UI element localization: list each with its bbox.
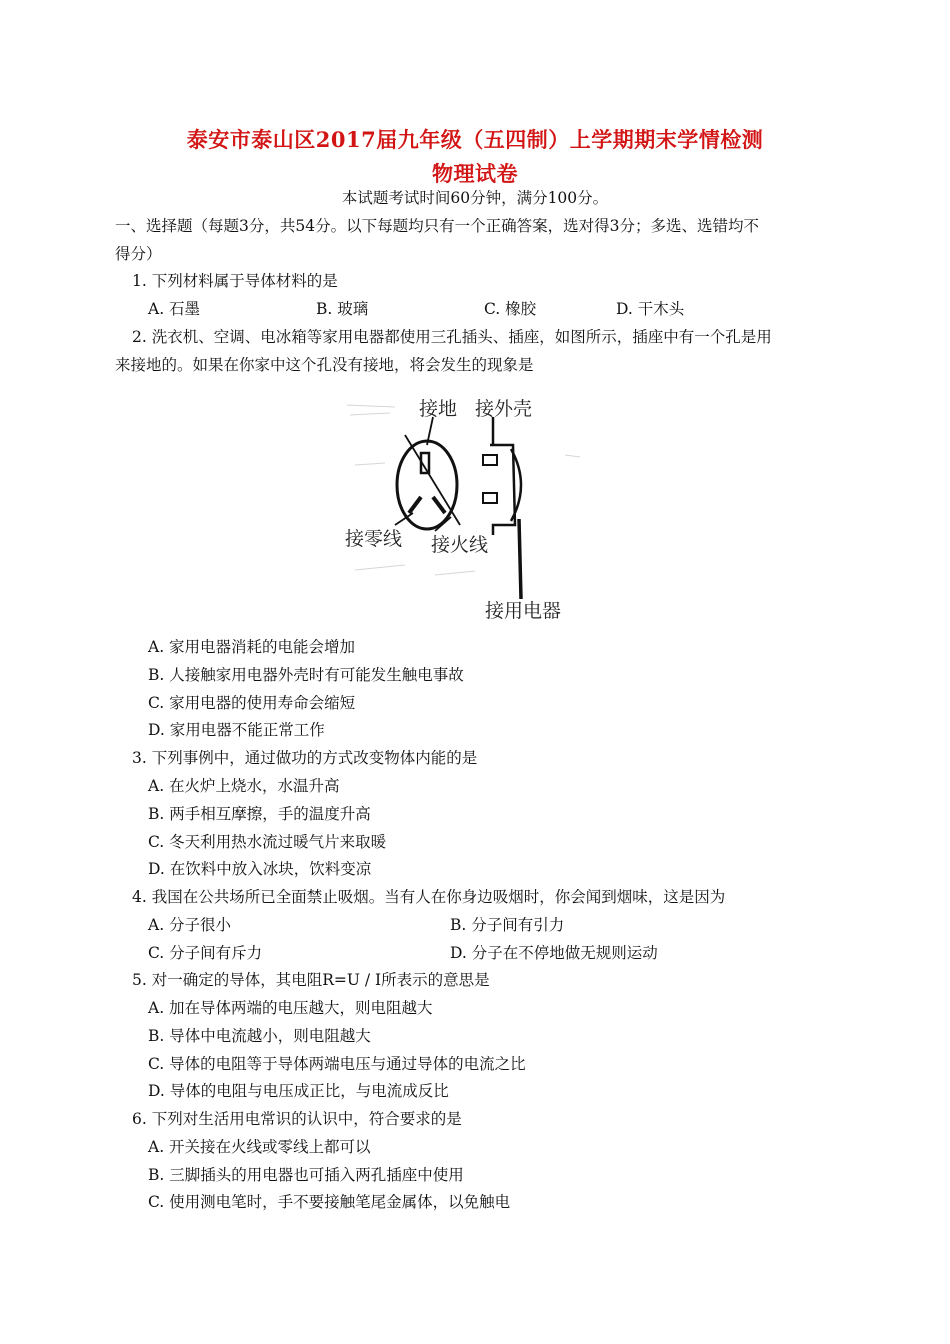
question-3-stem: 3. 下列事例中，通过做功的方式改变物体内能的是: [132, 749, 478, 767]
label-live: 接火线: [431, 534, 489, 556]
question-1-option-c: C. 橡胶: [484, 300, 537, 318]
question-3-option-c: C. 冬天利用热水流过暖气片来取暖: [148, 833, 387, 851]
label-shell: 接外壳: [475, 398, 533, 420]
section-heading: 一、选择题（每题3分，共54分。以下每题均只有一个正确答案，选对得3分；多选、选错均不: [115, 217, 759, 235]
question-4-option-b: B. 分子间有引力: [450, 916, 565, 934]
question-3-option-a: A. 在火炉上烧水，水温升高: [148, 777, 340, 795]
question-3-option-d: D. 在饮料中放入冰块，饮料变凉: [148, 860, 372, 878]
label-neutral: 接零线: [345, 528, 403, 550]
question-2-option-d: D. 家用电器不能正常工作: [148, 721, 325, 739]
label-ground: 接地: [419, 398, 458, 420]
question-2-option-c: C. 家用电器的使用寿命会缩短: [148, 694, 356, 712]
question-5-stem: 5. 对一确定的导体，其电阻R=U / I所表示的意思是: [132, 971, 490, 989]
exam-title-line2: 物理试卷: [432, 161, 518, 186]
question-6-option-a: A. 开关接在火线或零线上都可以: [148, 1138, 371, 1156]
question-1-option-b: B. 玻璃: [316, 300, 369, 318]
question-6-option-b: B. 三脚插头的用电器也可插入两孔插座中使用: [148, 1166, 464, 1184]
question-3-option-b: B. 两手相互摩擦，手的温度升高: [148, 805, 371, 823]
question-4-option-c: C. 分子间有斥力: [148, 944, 263, 962]
section-heading-cont: 得分）: [115, 245, 162, 263]
question-1-option-d: D. 干木头: [616, 300, 685, 318]
question-2-option-a: A. 家用电器消耗的电能会增加: [148, 638, 356, 656]
question-2-option-b: B. 人接触家用电器外壳时有可能发生触电事故: [148, 666, 464, 684]
question-4-stem: 4. 我国在公共场所已全面禁止吸烟。当有人在你身边吸烟时，你会闻到烟味，这是因为: [132, 888, 726, 906]
question-1-option-a: A. 石墨: [148, 300, 201, 318]
exam-title-line1: 泰安市泰山区2017届九年级（五四制）上学期期末学情检测: [186, 127, 764, 152]
question-6-stem: 6. 下列对生活用电常识的认识中，符合要求的是: [132, 1110, 462, 1128]
question-5-option-c: C. 导体的电阻等于导体两端电压与通过导体的电流之比: [148, 1055, 526, 1073]
question-4-option-d: D. 分子在不停地做无规则运动: [450, 944, 658, 962]
question-4-option-a: A. 分子很小: [148, 916, 232, 934]
question-2-stem-cont: 来接地的。如果在你家中这个孔没有接地，将会发生的现象是: [115, 356, 534, 374]
socket-diagram: [335, 385, 595, 630]
exam-info: 本试题考试时间60分钟，满分100分。: [341, 189, 609, 207]
question-2-stem: 2. 洗衣机、空调、电冰箱等家用电器都使用三孔插头、插座，如图所示，插座中有一个孔是用: [132, 328, 772, 346]
question-1-stem: 1. 下列材料属于导体材料的是: [132, 272, 338, 290]
question-5-option-b: B. 导体中电流越小，则电阻越大: [148, 1027, 371, 1045]
question-6-option-c: C. 使用测电笔时，手不要接触笔尾金属体，以免触电: [148, 1193, 511, 1211]
label-appliance: 接用电器: [485, 600, 562, 622]
question-5-option-d: D. 导体的电阻与电压成正比，与电流成反比: [148, 1082, 449, 1100]
question-5-option-a: A. 加在导体两端的电压越大，则电阻越大: [148, 999, 433, 1017]
